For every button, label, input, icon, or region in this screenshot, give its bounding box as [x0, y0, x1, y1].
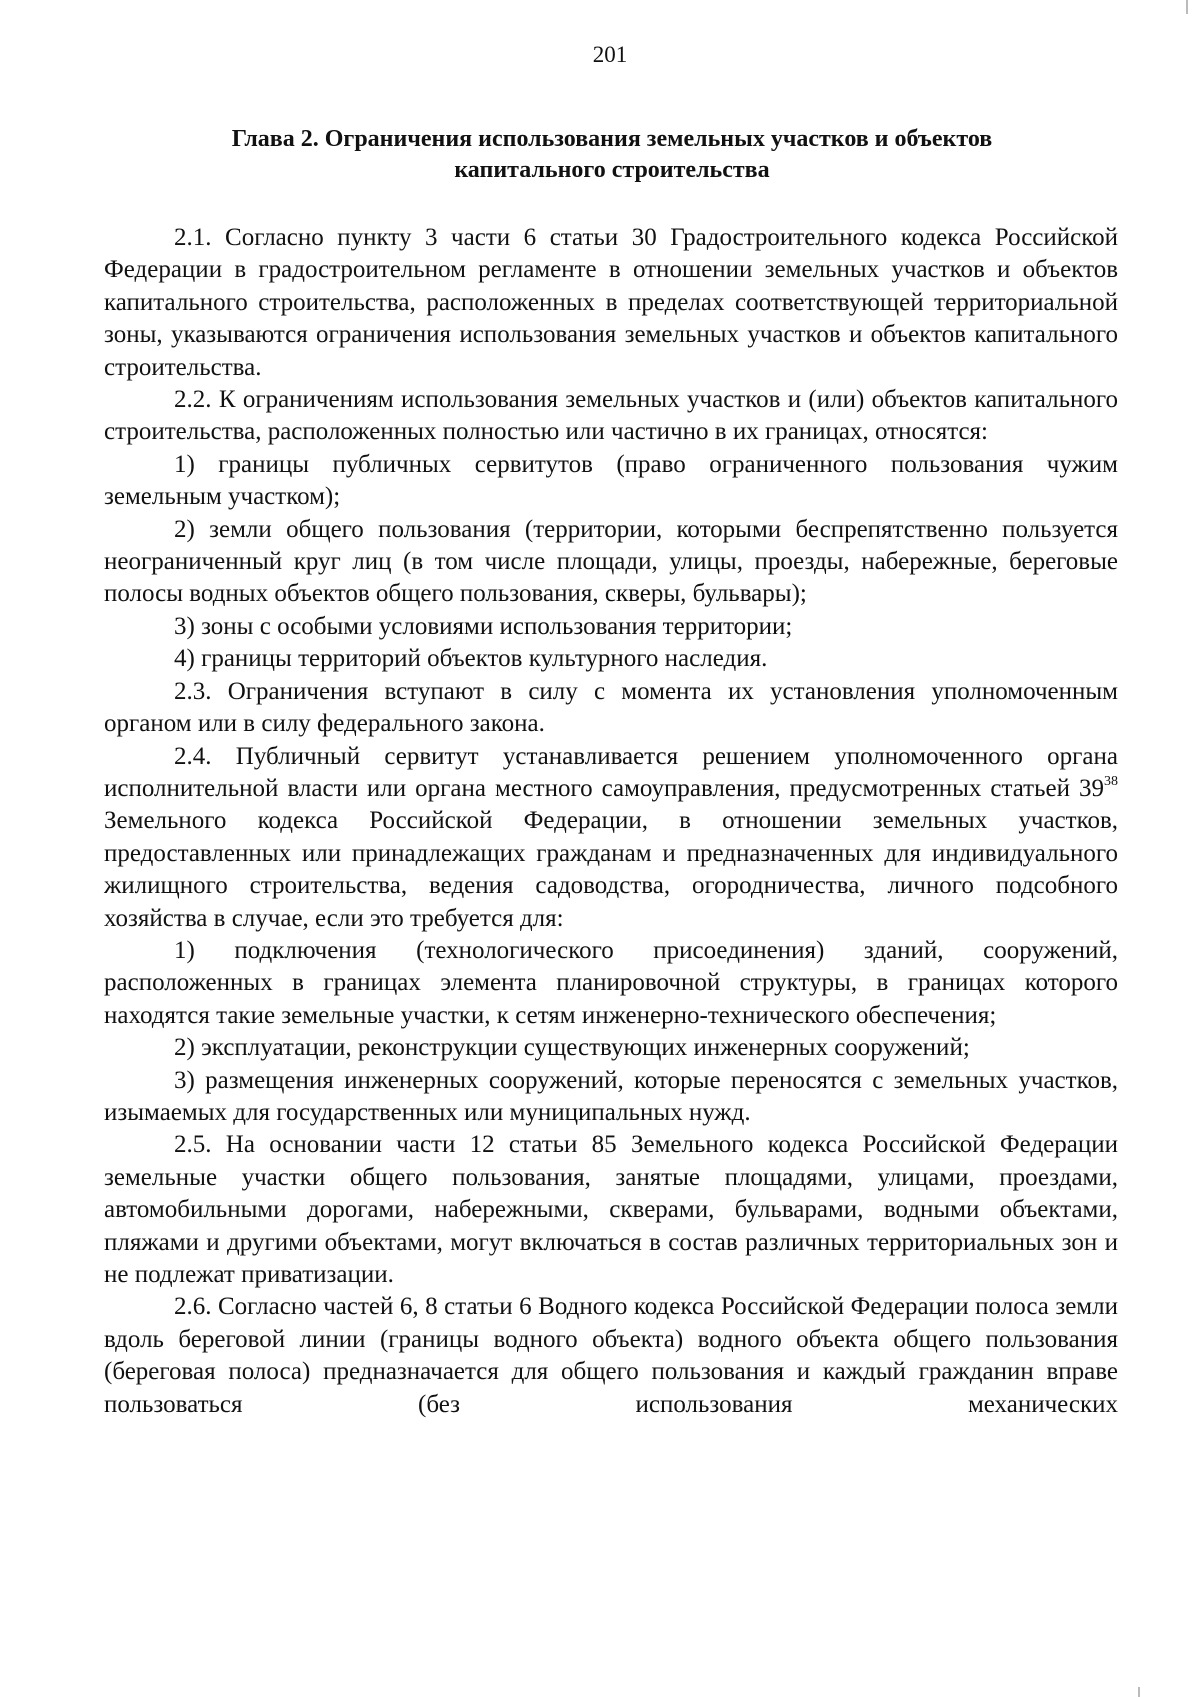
paragraph-2-4: [104, 741, 1118, 935]
scan-mark: [1186, 0, 1188, 14]
page-number: 201: [592, 42, 628, 67]
list-item: 2) земли общего пользования (территории, которыми беспрепятственно пользуется неограниченный круг лиц (в том числе площади, улицы, проезды, набережные, береговые полосы водных объектов общего пользования, скверы, бульвары);: [104, 515, 1118, 608]
paragraph-2-2: 2.2. К ограничениям использования земельных участков и (или) объектов капитального строительства, расположенных полностью или частично в их границах, относятся:: [104, 386, 1118, 446]
chapter-title-line: капитального строительства: [454, 157, 770, 183]
paragraph-2-1: 2.1. Согласно пункту 3 части 6 статьи 30 Градостроительного кодекса Российской Федерации в градостроительном регламенте в отношении земельных участков и объектов капитального строительства, расположенных в пределах соответствующей территориальной зоны, указываются ограничения использования земельных участков и объектов капитального строительства.: [104, 224, 1118, 381]
list-item: 3) зоны с особыми условиями использования территории;: [174, 612, 793, 640]
paragraph-text: Земельного кодекса Российской Федерации, в отношении земельных участков, предоставленных или принадлежащих гражданам и предназначенных для индивидуального жилищного строительства, ведения садоводства, огородничества, личного подсобного хозяйства в случае, если это требуется для:: [104, 807, 1118, 932]
list-item: 1) границы публичных сервитутов (право ограниченного пользования чужим земельным участком);: [104, 450, 1118, 511]
list-item: 2) эксплуатации, реконструкции существующих инженерных сооружений;: [174, 1034, 970, 1062]
document-body: [104, 222, 1118, 1421]
chapter-title: [104, 124, 1120, 186]
list-item: 3) размещения инженерных сооружений, которые переносятся с земельных участков, изымаемых для государственных или муниципальных нужд.: [104, 1066, 1118, 1126]
article-superscript: 38: [1104, 773, 1118, 789]
paragraph-2-3: 2.3. Ограничения вступают в силу с момента их установления уполномоченным органом или в силу федерального закона.: [104, 677, 1118, 738]
list-item: 4) границы территорий объектов культурного наследия.: [174, 645, 768, 673]
chapter-title-line: Глава 2. Ограничения использования земельных участков и объектов: [231, 126, 993, 152]
paragraph-2-5: 2.5. На основании части 12 статьи 85 Земельного кодекса Российской Федерации земельные участки общего пользования, занятые площадями, улицами, проездами, автомобильными дорогами, набережными, скверами, бульварами, водными объектами, пляжами и другими объектами, могут включаться в состав различных территориальных зон и не подлежат приватизации.: [104, 1131, 1118, 1288]
list-item: 1) подключения (технологического присоединения) зданий, сооружений, расположенных в границах элемента планировочной структуры, в границах которого находятся такие земельные участки, к сетям инженерно-технического обеспечения;: [104, 936, 1118, 1029]
scan-mark: [1138, 1687, 1140, 1697]
paragraph-text: 2.4. Публичный сервитут устанавливается решением уполномоченного органа исполнительной власти или органа местного самоуправления, предусмотренных статьей 39: [104, 742, 1118, 802]
paragraph-2-6: 2.6. Согласно частей 6, 8 статьи 6 Водного кодекса Российской Федерации полоса земли вдоль береговой линии (границы водного объекта) водного объекта общего пользования (береговая полоса) предназначается для общего пользования и каждый гражданин вправе пользоваться (без использования механических: [104, 1293, 1118, 1418]
